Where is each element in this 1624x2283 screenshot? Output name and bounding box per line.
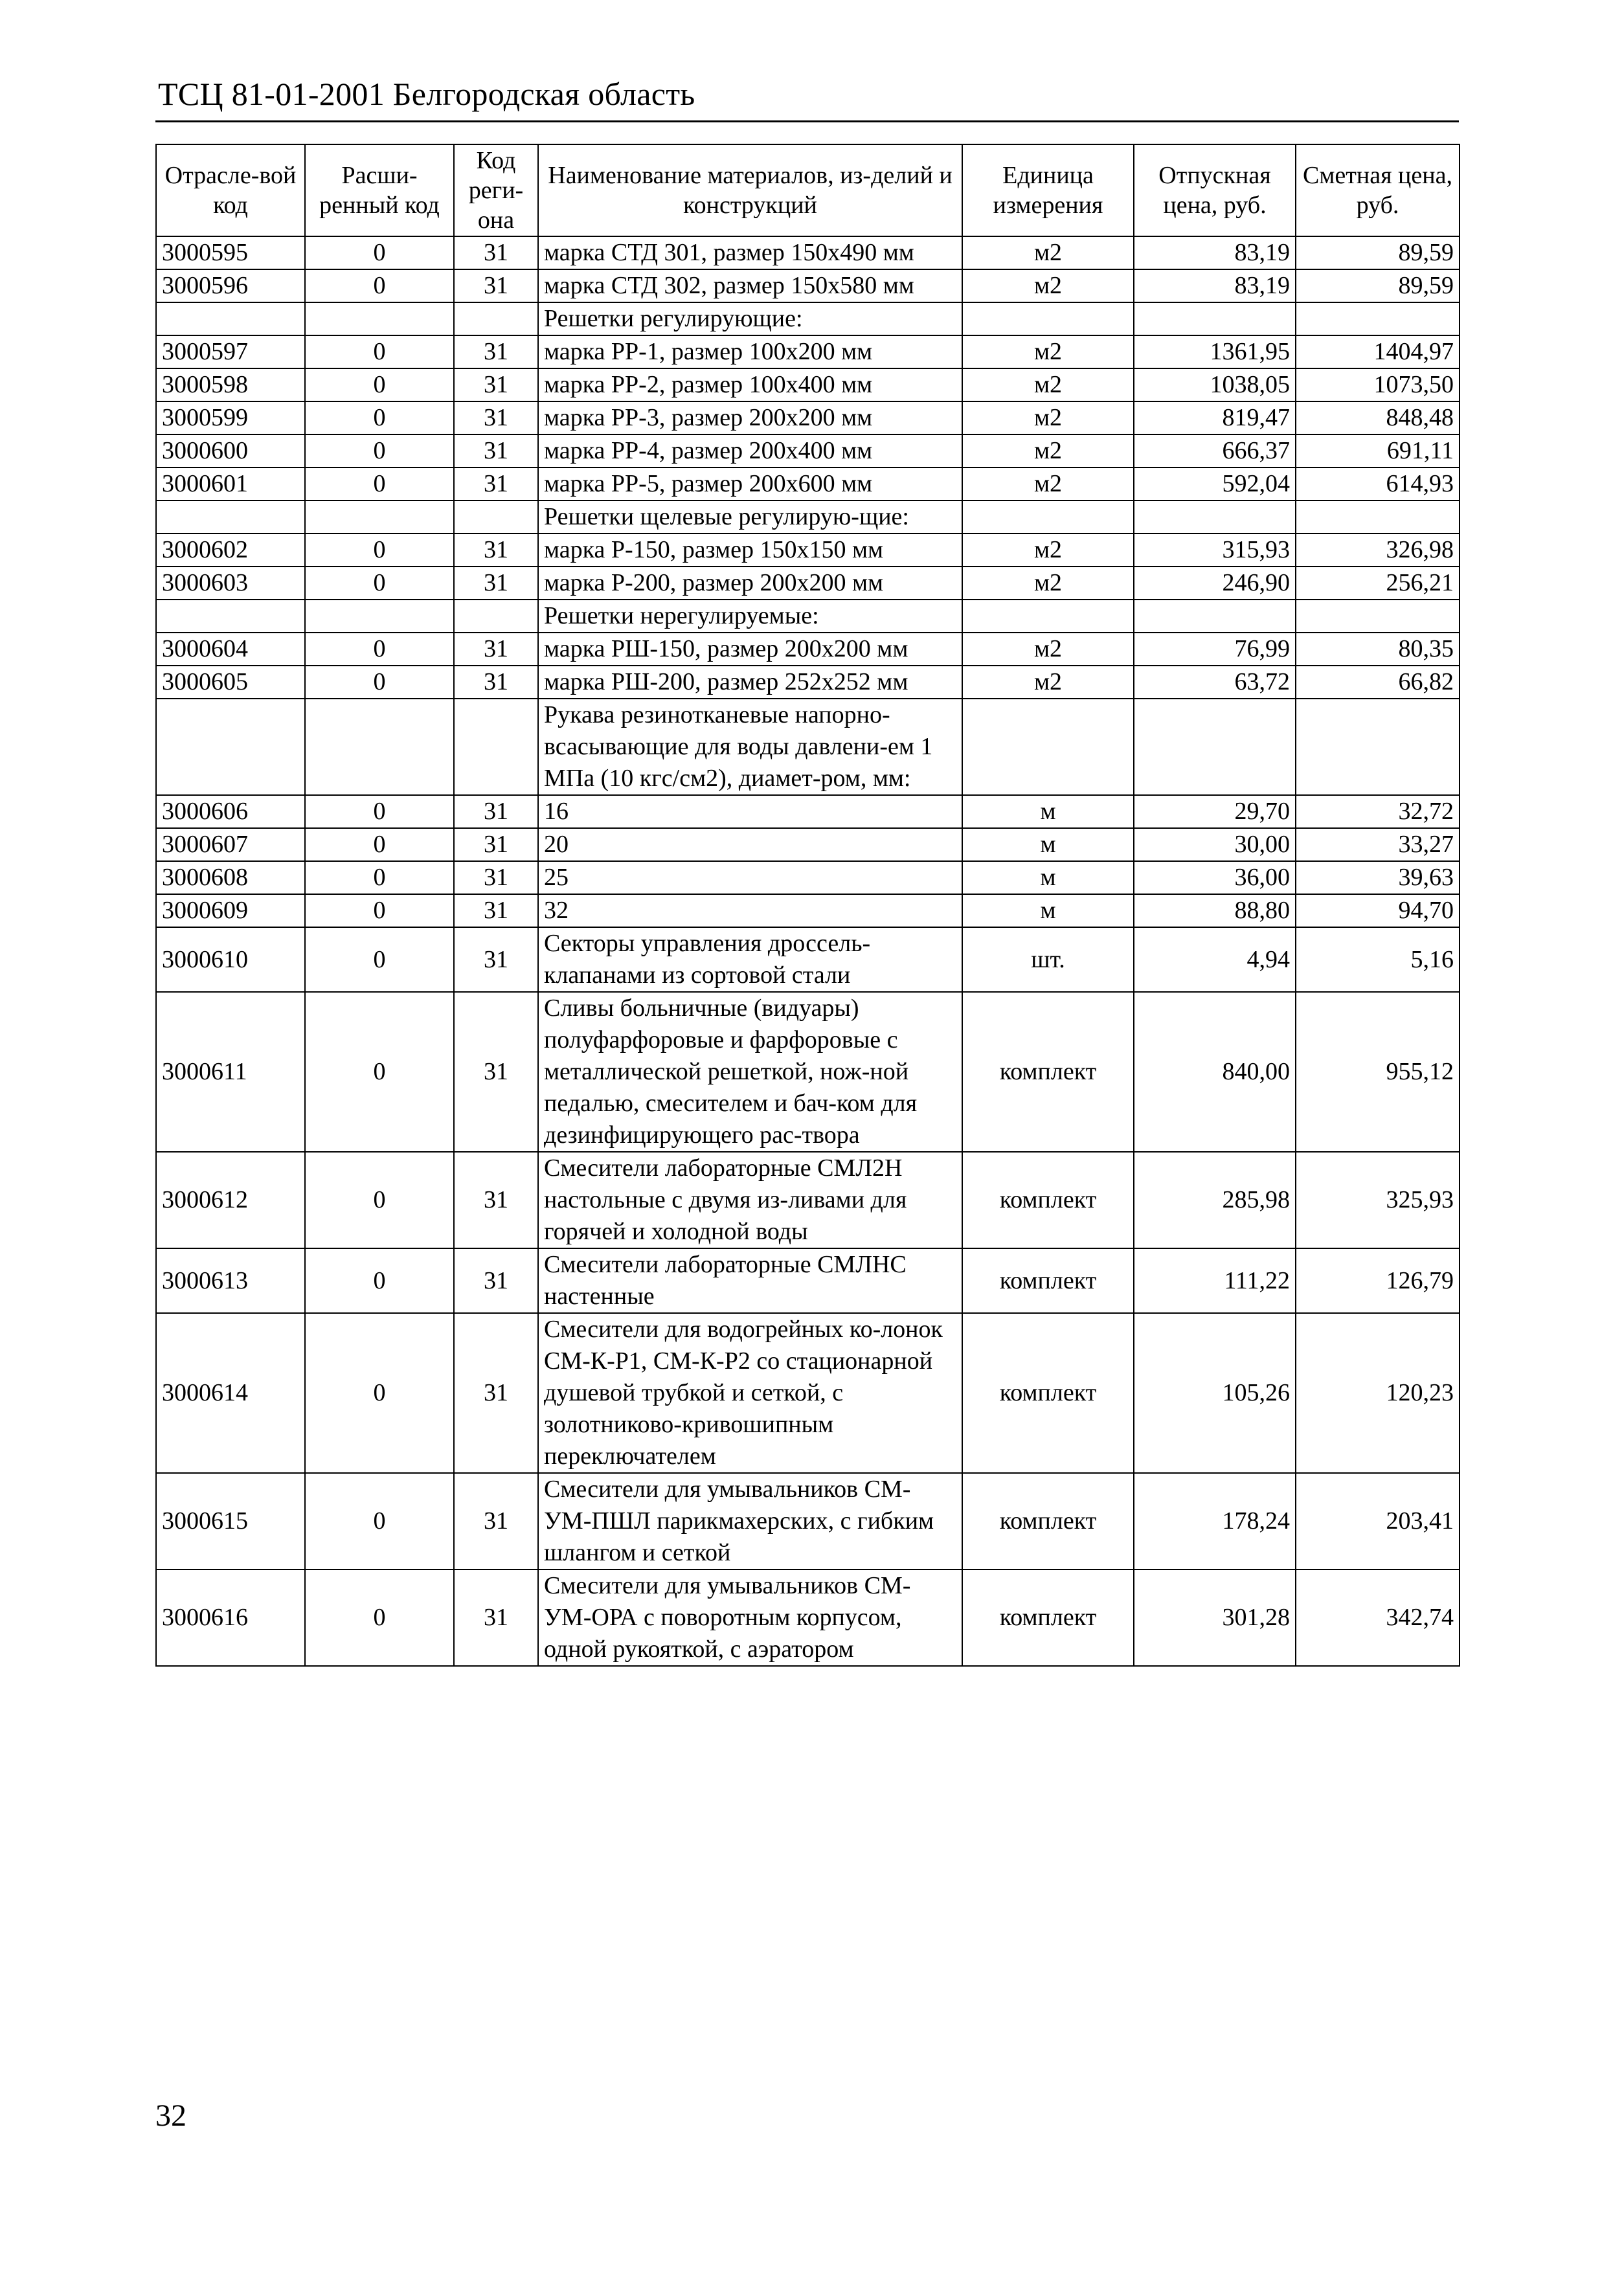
cell-estimate-price: 89,59 (1296, 269, 1460, 302)
cell-estimate-price: 33,27 (1296, 828, 1460, 861)
cell-unit: шт. (962, 927, 1134, 992)
table-row (156, 335, 1460, 368)
cell-release-price: 285,98 (1134, 1152, 1296, 1248)
cell-extended-code: 0 (305, 467, 454, 500)
table-row (156, 894, 1460, 927)
cell-unit: м2 (962, 434, 1134, 467)
cell-extended-code: 0 (305, 368, 454, 401)
cell-estimate-price: 342,74 (1296, 1569, 1460, 1666)
cell-material-name: марка РР-2, размер 100x400 мм (538, 368, 962, 401)
cell-estimate-price: 80,35 (1296, 633, 1460, 666)
table-header-row (156, 144, 1460, 236)
cell-estimate-price: 325,93 (1296, 1152, 1460, 1248)
cell-extended-code: 0 (305, 861, 454, 894)
cell-unit: комплект (962, 1248, 1134, 1313)
cell-release-price (1134, 500, 1296, 534)
cell-material-name: Смесители для умывальников СМ-УМ-ПШЛ парикмахерских, с гибким шлангом и сеткой (538, 1473, 962, 1569)
cell-industry-code: 3000608 (156, 861, 305, 894)
cell-industry-code: 3000596 (156, 269, 305, 302)
cell-unit: м2 (962, 236, 1134, 269)
cell-extended-code (305, 699, 454, 795)
cell-material-name: марка СТД 302, размер 150x580 мм (538, 269, 962, 302)
cell-extended-code: 0 (305, 236, 454, 269)
cell-extended-code: 0 (305, 269, 454, 302)
cell-estimate-price (1296, 699, 1460, 795)
cell-material-name: марка РР-3, размер 200x200 мм (538, 401, 962, 434)
header-rule (155, 120, 1459, 122)
cell-estimate-price: 1404,97 (1296, 335, 1460, 368)
cell-industry-code: 3000612 (156, 1152, 305, 1248)
cell-release-price: 36,00 (1134, 861, 1296, 894)
cell-extended-code: 0 (305, 534, 454, 567)
cell-region-code: 31 (454, 1473, 538, 1569)
cell-industry-code: 3000606 (156, 795, 305, 828)
cell-estimate-price: 94,70 (1296, 894, 1460, 927)
cell-unit: комплект (962, 1473, 1134, 1569)
cell-region-code (454, 302, 538, 335)
cell-material-name: Смесители для умывальников СМ-УМ-ОРА с поворотным корпусом, одной рукояткой, с аэратором (538, 1569, 962, 1666)
cell-industry-code: 3000609 (156, 894, 305, 927)
cell-industry-code: 3000611 (156, 992, 305, 1152)
cell-industry-code: 3000615 (156, 1473, 305, 1569)
cell-extended-code: 0 (305, 1569, 454, 1666)
cell-unit: м2 (962, 633, 1134, 666)
cell-estimate-price: 120,23 (1296, 1313, 1460, 1473)
cell-region-code: 31 (454, 992, 538, 1152)
cell-material-name: 32 (538, 894, 962, 927)
section-heading-row (156, 699, 1460, 795)
cell-estimate-price: 203,41 (1296, 1473, 1460, 1569)
cell-unit (962, 500, 1134, 534)
cell-material-name: Решетки регулирующие: (538, 302, 962, 335)
cell-industry-code: 3000595 (156, 236, 305, 269)
section-heading-row (156, 302, 1460, 335)
cell-release-price: 83,19 (1134, 236, 1296, 269)
cell-region-code: 31 (454, 236, 538, 269)
table-row (156, 1152, 1460, 1248)
cell-region-code: 31 (454, 368, 538, 401)
cell-region-code: 31 (454, 894, 538, 927)
table-body (156, 236, 1460, 1666)
cell-release-price: 29,70 (1134, 795, 1296, 828)
cell-release-price: 1038,05 (1134, 368, 1296, 401)
cell-region-code (454, 600, 538, 633)
cell-material-name: Сливы больничные (видуары) полуфарфоровые и фарфоровые с металлической решеткой, нож-ной педалью, смесителем и бач-ком для дезинфицирующего рас-твора (538, 992, 962, 1152)
cell-industry-code: 3000602 (156, 534, 305, 567)
cell-release-price: 88,80 (1134, 894, 1296, 927)
cell-extended-code (305, 500, 454, 534)
cell-release-price: 76,99 (1134, 633, 1296, 666)
cell-material-name: Смесители лабораторные СМЛ2Н настольные с двумя из-ливами для горячей и холодной воды (538, 1152, 962, 1248)
cell-industry-code: 3000616 (156, 1569, 305, 1666)
cell-release-price: 4,94 (1134, 927, 1296, 992)
cell-extended-code: 0 (305, 666, 454, 699)
table-row (156, 401, 1460, 434)
cell-material-name: Смесители лабораторные СМЛНС настенные (538, 1248, 962, 1313)
cell-estimate-price (1296, 500, 1460, 534)
cell-release-price: 666,37 (1134, 434, 1296, 467)
cell-unit: комплект (962, 992, 1134, 1152)
cell-unit: комплект (962, 1152, 1134, 1248)
document-header: ТСЦ 81-01-2001 Белгородская область (158, 76, 695, 112)
cell-material-name: марка РР-4, размер 200x400 мм (538, 434, 962, 467)
cell-region-code: 31 (454, 335, 538, 368)
cell-unit (962, 302, 1134, 335)
cell-extended-code: 0 (305, 335, 454, 368)
table-row (156, 534, 1460, 567)
cell-material-name: марка РР-5, размер 200x600 мм (538, 467, 962, 500)
cell-unit: м2 (962, 401, 1134, 434)
cell-industry-code (156, 600, 305, 633)
column-header-region-code: Код реги-она (454, 144, 538, 236)
cell-extended-code: 0 (305, 992, 454, 1152)
table-row (156, 666, 1460, 699)
cell-extended-code: 0 (305, 1152, 454, 1248)
cell-release-price: 105,26 (1134, 1313, 1296, 1473)
cell-material-name: марка Р-200, размер 200x200 мм (538, 567, 962, 600)
cell-unit: м2 (962, 567, 1134, 600)
cell-industry-code (156, 302, 305, 335)
cell-estimate-price: 66,82 (1296, 666, 1460, 699)
cell-industry-code (156, 500, 305, 534)
cell-industry-code: 3000610 (156, 927, 305, 992)
cell-release-price (1134, 699, 1296, 795)
table-row (156, 795, 1460, 828)
cell-extended-code: 0 (305, 633, 454, 666)
cell-estimate-price: 326,98 (1296, 534, 1460, 567)
cell-material-name: 25 (538, 861, 962, 894)
cell-region-code: 31 (454, 534, 538, 567)
cell-unit: м2 (962, 467, 1134, 500)
column-header-estimate-price: Сметная цена, руб. (1296, 144, 1460, 236)
cell-estimate-price: 39,63 (1296, 861, 1460, 894)
table-row (156, 861, 1460, 894)
section-heading-row (156, 600, 1460, 633)
table-row (156, 368, 1460, 401)
section-heading-row (156, 500, 1460, 534)
cell-release-price (1134, 600, 1296, 633)
cell-unit: м (962, 828, 1134, 861)
cell-release-price: 30,00 (1134, 828, 1296, 861)
table-row (156, 434, 1460, 467)
cell-unit: м (962, 861, 1134, 894)
cell-unit: м2 (962, 335, 1134, 368)
table-row (156, 828, 1460, 861)
cell-estimate-price (1296, 600, 1460, 633)
cell-region-code: 31 (454, 666, 538, 699)
cell-region-code: 31 (454, 401, 538, 434)
cell-material-name: 20 (538, 828, 962, 861)
cell-estimate-price: 1073,50 (1296, 368, 1460, 401)
cell-industry-code: 3000597 (156, 335, 305, 368)
cell-region-code: 31 (454, 861, 538, 894)
table-row (156, 236, 1460, 269)
cell-release-price: 819,47 (1134, 401, 1296, 434)
cell-unit: м2 (962, 269, 1134, 302)
cell-unit: м2 (962, 666, 1134, 699)
cell-material-name: марка РШ-150, размер 200x200 мм (538, 633, 962, 666)
cell-release-price: 111,22 (1134, 1248, 1296, 1313)
cell-material-name: Секторы управления дроссель-клапанами из сортовой стали (538, 927, 962, 992)
cell-unit: м (962, 795, 1134, 828)
cell-release-price: 1361,95 (1134, 335, 1296, 368)
cell-region-code: 31 (454, 269, 538, 302)
cell-region-code: 31 (454, 1313, 538, 1473)
cell-industry-code: 3000604 (156, 633, 305, 666)
cell-release-price: 315,93 (1134, 534, 1296, 567)
cell-material-name: Решетки нерегулируемые: (538, 600, 962, 633)
cell-industry-code: 3000614 (156, 1313, 305, 1473)
cell-extended-code: 0 (305, 434, 454, 467)
cell-material-name: Смесители для водогрейных ко-лонок СМ-К-Р1, СМ-К-Р2 со стационарной душевой трубкой и сеткой, с золотниково-кривошипным переключателем (538, 1313, 962, 1473)
cell-extended-code: 0 (305, 894, 454, 927)
cell-industry-code: 3000601 (156, 467, 305, 500)
cell-extended-code: 0 (305, 927, 454, 992)
cell-material-name: Рукава резинотканевые напорно-всасывающие для воды давлени-ем 1 МПа (10 кгс/см2), диамет-ром, мм: (538, 699, 962, 795)
cell-unit (962, 699, 1134, 795)
cell-release-price: 63,72 (1134, 666, 1296, 699)
table-row (156, 269, 1460, 302)
cell-region-code: 31 (454, 1569, 538, 1666)
cell-material-name: 16 (538, 795, 962, 828)
cell-industry-code (156, 699, 305, 795)
cell-estimate-price: 32,72 (1296, 795, 1460, 828)
cell-extended-code (305, 600, 454, 633)
cell-industry-code: 3000613 (156, 1248, 305, 1313)
cell-estimate-price (1296, 302, 1460, 335)
table-row (156, 467, 1460, 500)
table-row (156, 567, 1460, 600)
cell-estimate-price: 691,11 (1296, 434, 1460, 467)
cell-extended-code: 0 (305, 567, 454, 600)
cell-region-code: 31 (454, 1248, 538, 1313)
cell-industry-code: 3000599 (156, 401, 305, 434)
cell-estimate-price: 89,59 (1296, 236, 1460, 269)
cell-extended-code (305, 302, 454, 335)
table-row (156, 1248, 1460, 1313)
cell-extended-code: 0 (305, 1313, 454, 1473)
cell-industry-code: 3000598 (156, 368, 305, 401)
cell-material-name: марка РР-1, размер 100x200 мм (538, 335, 962, 368)
column-header-material-name: Наименование материалов, из-делий и конструкций (538, 144, 962, 236)
cell-unit: комплект (962, 1313, 1134, 1473)
cell-region-code: 31 (454, 633, 538, 666)
cell-region-code: 31 (454, 828, 538, 861)
cell-region-code: 31 (454, 927, 538, 992)
table-row (156, 633, 1460, 666)
page-number: 32 (155, 2098, 186, 2133)
cell-unit: комплект (962, 1569, 1134, 1666)
cell-unit: м (962, 894, 1134, 927)
table-row (156, 992, 1460, 1152)
cell-region-code: 31 (454, 567, 538, 600)
cell-release-price: 301,28 (1134, 1569, 1296, 1666)
cell-material-name: марка РШ-200, размер 252x252 мм (538, 666, 962, 699)
column-header-extended-code: Расши-ренный код (305, 144, 454, 236)
cell-industry-code: 3000605 (156, 666, 305, 699)
cell-region-code: 31 (454, 795, 538, 828)
cell-extended-code: 0 (305, 828, 454, 861)
cell-industry-code: 3000607 (156, 828, 305, 861)
cell-release-price (1134, 302, 1296, 335)
cell-estimate-price: 614,93 (1296, 467, 1460, 500)
cell-release-price: 83,19 (1134, 269, 1296, 302)
cell-release-price: 592,04 (1134, 467, 1296, 500)
cell-unit: м2 (962, 368, 1134, 401)
cell-industry-code: 3000603 (156, 567, 305, 600)
cell-region-code: 31 (454, 467, 538, 500)
table-row (156, 1313, 1460, 1473)
cell-estimate-price: 5,16 (1296, 927, 1460, 992)
cell-material-name: Решетки щелевые регулирую-щие: (538, 500, 962, 534)
cell-extended-code: 0 (305, 1248, 454, 1313)
table-row (156, 927, 1460, 992)
cell-estimate-price: 955,12 (1296, 992, 1460, 1152)
table-row (156, 1473, 1460, 1569)
cell-region-code (454, 699, 538, 795)
cell-estimate-price: 126,79 (1296, 1248, 1460, 1313)
cell-extended-code: 0 (305, 401, 454, 434)
cell-extended-code: 0 (305, 1473, 454, 1569)
column-header-industry-code: Отрасле-вой код (156, 144, 305, 236)
cell-release-price: 246,90 (1134, 567, 1296, 600)
column-header-unit: Единица измерения (962, 144, 1134, 236)
cell-extended-code: 0 (305, 795, 454, 828)
price-table (155, 144, 1460, 1667)
table-row (156, 1569, 1460, 1666)
cell-material-name: марка СТД 301, размер 150x490 мм (538, 236, 962, 269)
column-header-release-price: Отпускная цена, руб. (1134, 144, 1296, 236)
cell-unit: м2 (962, 534, 1134, 567)
cell-unit (962, 600, 1134, 633)
cell-region-code: 31 (454, 434, 538, 467)
cell-release-price: 178,24 (1134, 1473, 1296, 1569)
cell-industry-code: 3000600 (156, 434, 305, 467)
cell-material-name: марка Р-150, размер 150x150 мм (538, 534, 962, 567)
cell-region-code: 31 (454, 1152, 538, 1248)
cell-release-price: 840,00 (1134, 992, 1296, 1152)
cell-region-code (454, 500, 538, 534)
cell-estimate-price: 848,48 (1296, 401, 1460, 434)
cell-estimate-price: 256,21 (1296, 567, 1460, 600)
